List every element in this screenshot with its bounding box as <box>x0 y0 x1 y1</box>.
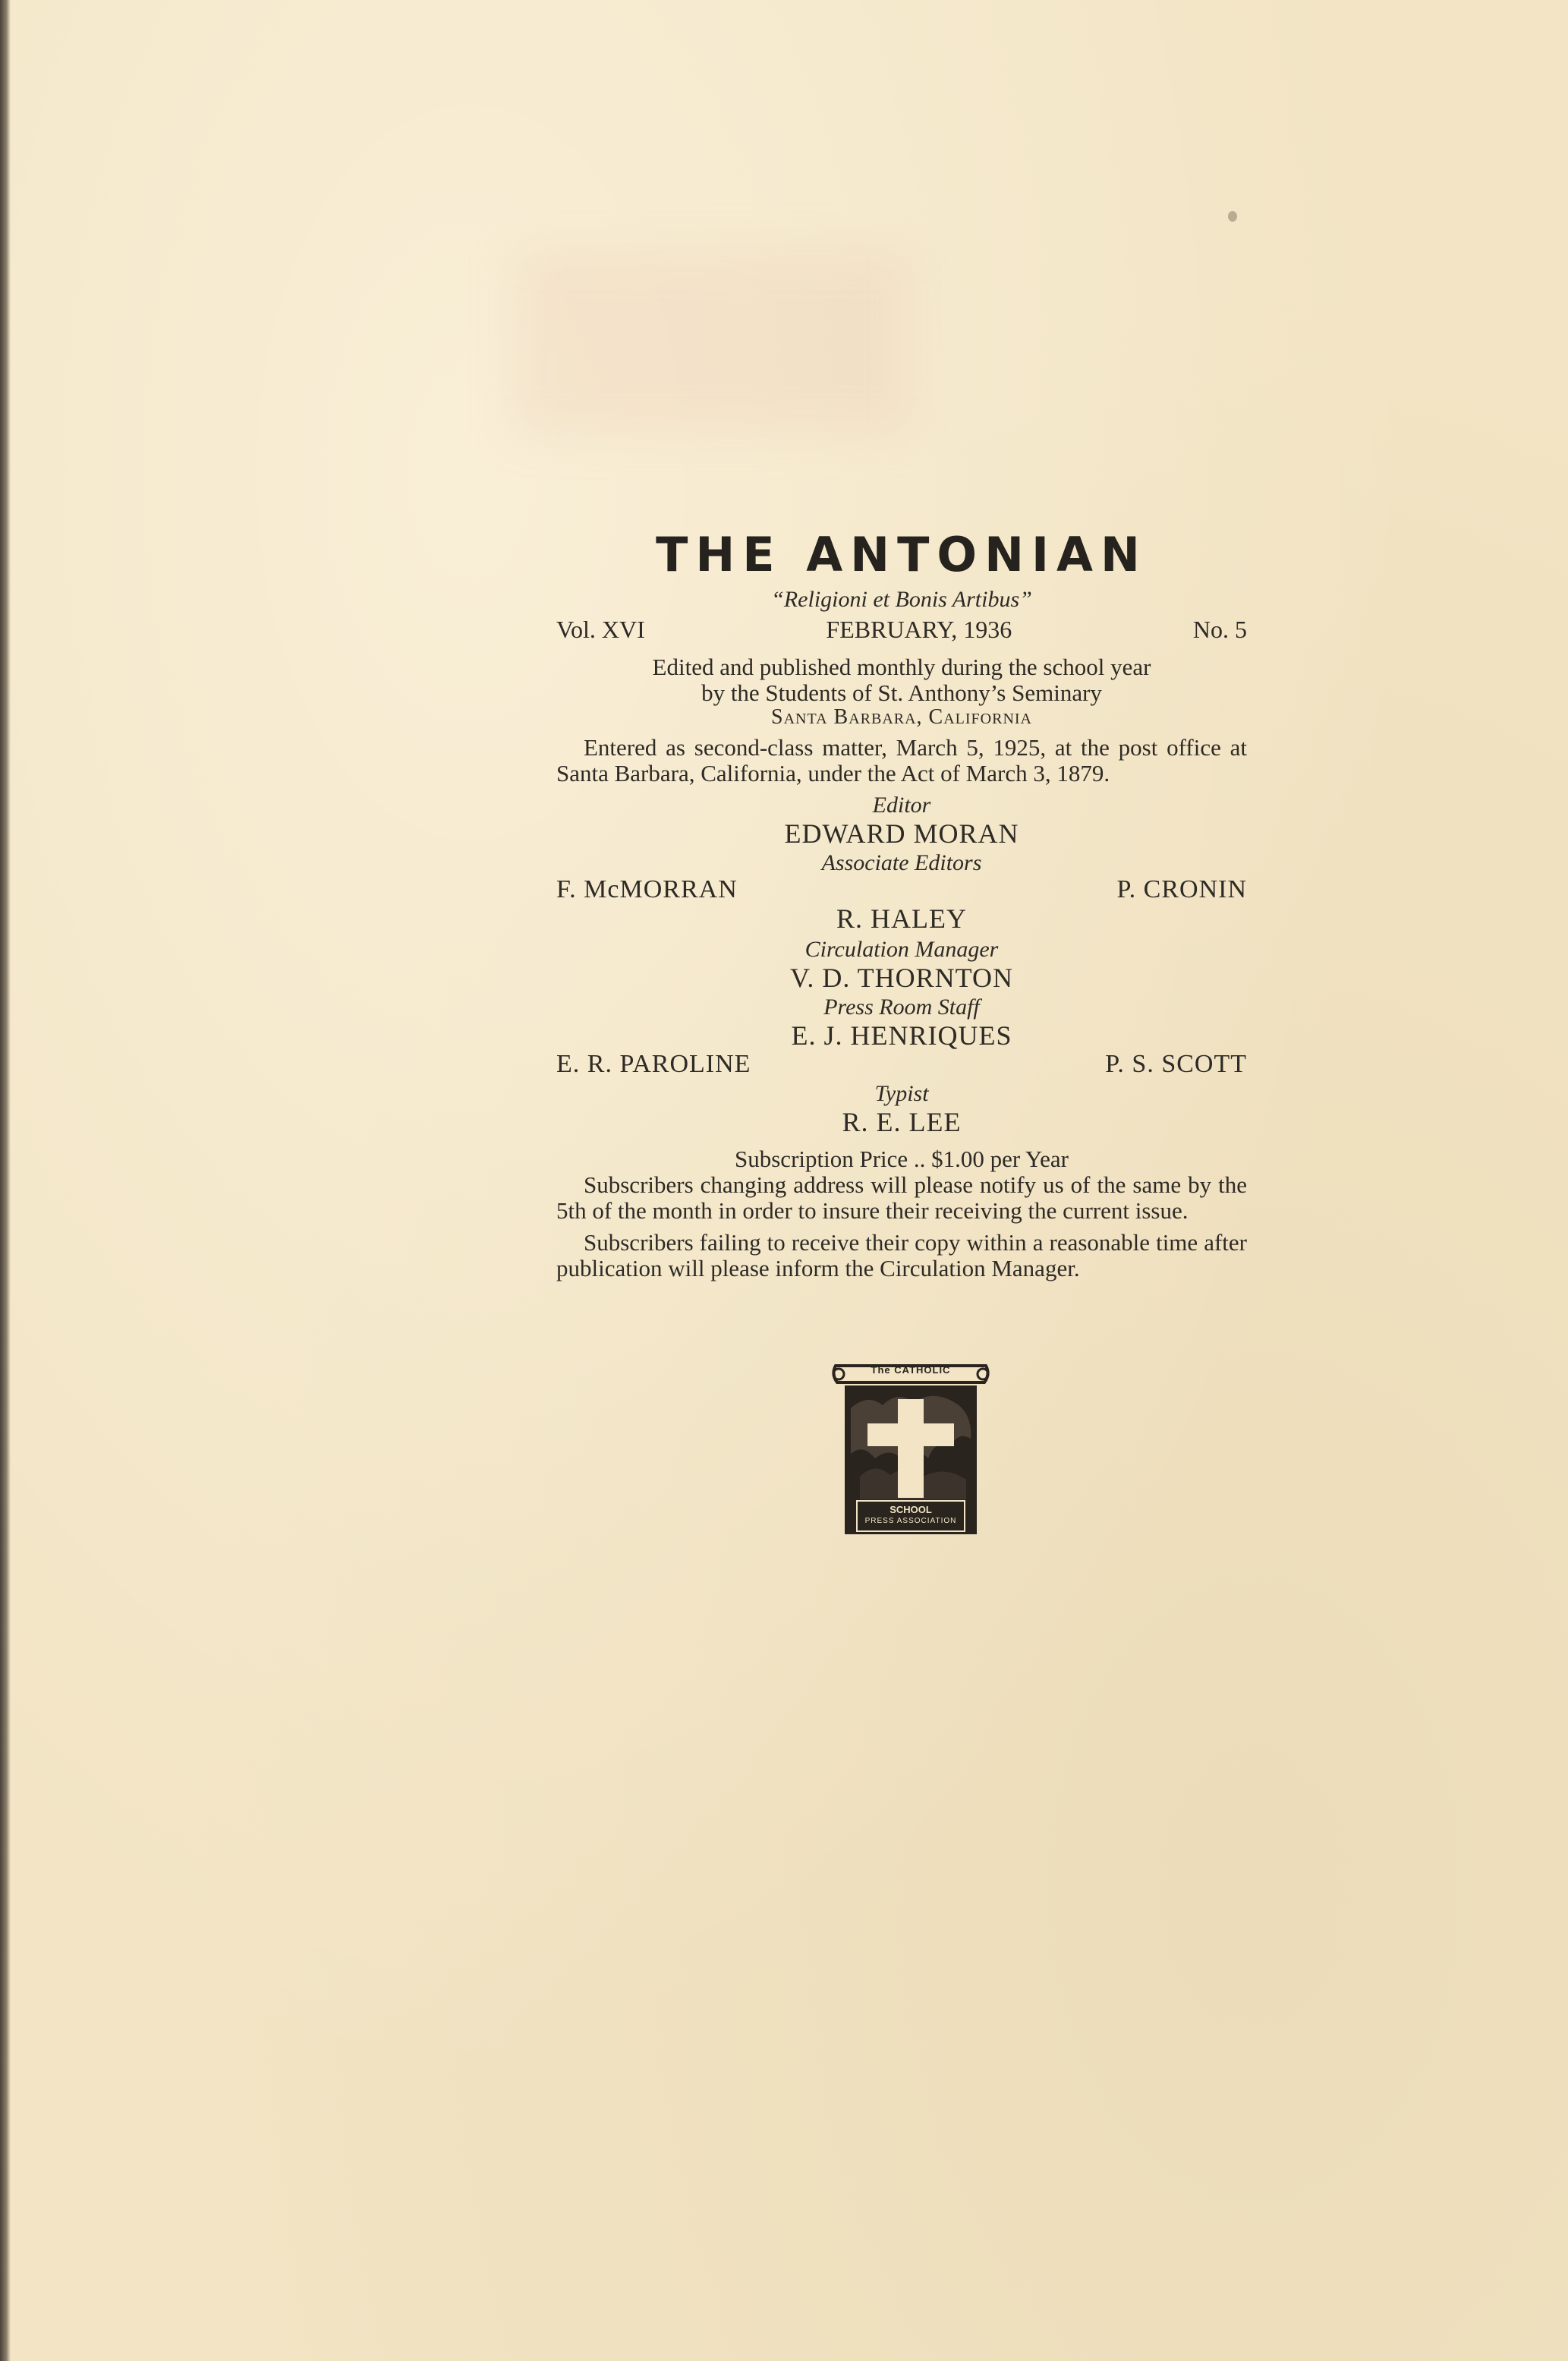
page-left-edge <box>0 0 11 2361</box>
issue-number: No. 5 <box>1192 616 1247 643</box>
catholic-school-press-seal <box>831 1361 990 1536</box>
subscription-price: Subscription Price .. $1.00 per Year <box>735 1146 1069 1172</box>
circulation-manager-name: V. D. THORNTON <box>789 963 1014 993</box>
press-staff-left: E. R. PAROLINE <box>556 1050 751 1078</box>
press-staff-right: P. S. SCOTT <box>1105 1050 1247 1078</box>
publisher-line-2: by the Students of St. Anthony’s Seminary <box>701 679 1102 706</box>
seal-lower-text <box>854 1504 968 1527</box>
masthead-block <box>556 527 1247 1281</box>
issue-line <box>556 615 1247 644</box>
show-through-stain <box>516 251 911 433</box>
press-room-staff-label: Press Room Staff <box>823 995 980 1020</box>
paper-spot <box>1228 211 1237 222</box>
associate-editor-right: P. CRONIN <box>1116 875 1247 903</box>
typist-label: Typist <box>874 1081 929 1106</box>
entry-notice: Entered as second-class matter, March 5, 1925, at the post office at Santa Barbara, California, under the Act of March 3, 1879. <box>556 734 1247 786</box>
seal-bottom-text-2: PRESS ASSOCIATION <box>864 1517 957 1525</box>
seal-top-text: The CATHOLIC <box>871 1364 951 1376</box>
issue-date: FEBRUARY, 1936 <box>826 616 1012 643</box>
address-change-notice: Subscribers changing address will please notify us of the same by the 5th of the month in order to insure their receiving the current issue. <box>556 1171 1247 1224</box>
typist-name: R. E. LEE <box>842 1107 962 1137</box>
circulation-manager-label: Circulation Manager <box>804 937 999 962</box>
editor-name: EDWARD MORAN <box>784 818 1019 849</box>
publication-title: THE ANTONIAN <box>656 527 1148 582</box>
press-staff-center: E. J. HENRIQUES <box>791 1020 1012 1051</box>
volume-label: Vol. XVI <box>556 616 645 643</box>
associate-editors-label: Associate Editors <box>821 850 982 875</box>
seal-bottom-text-1: SCHOOL <box>889 1504 932 1515</box>
associate-editor-center: R. HALEY <box>836 903 967 934</box>
publisher-location: Santa Barbara, California <box>771 705 1032 729</box>
publisher-line-1: Edited and published monthly during the school year <box>652 654 1151 680</box>
associate-editor-left: F. McMORRAN <box>556 875 738 903</box>
publication-motto: “Religioni et Bonis Artibus” <box>771 587 1032 612</box>
missing-copy-notice: Subscribers failing to receive their copy within a reasonable time after publication will please inform the Circulation Manager. <box>556 1229 1247 1281</box>
associate-editors-row <box>556 876 1247 903</box>
press-staff-row <box>556 1051 1247 1078</box>
editor-label: Editor <box>872 793 931 818</box>
